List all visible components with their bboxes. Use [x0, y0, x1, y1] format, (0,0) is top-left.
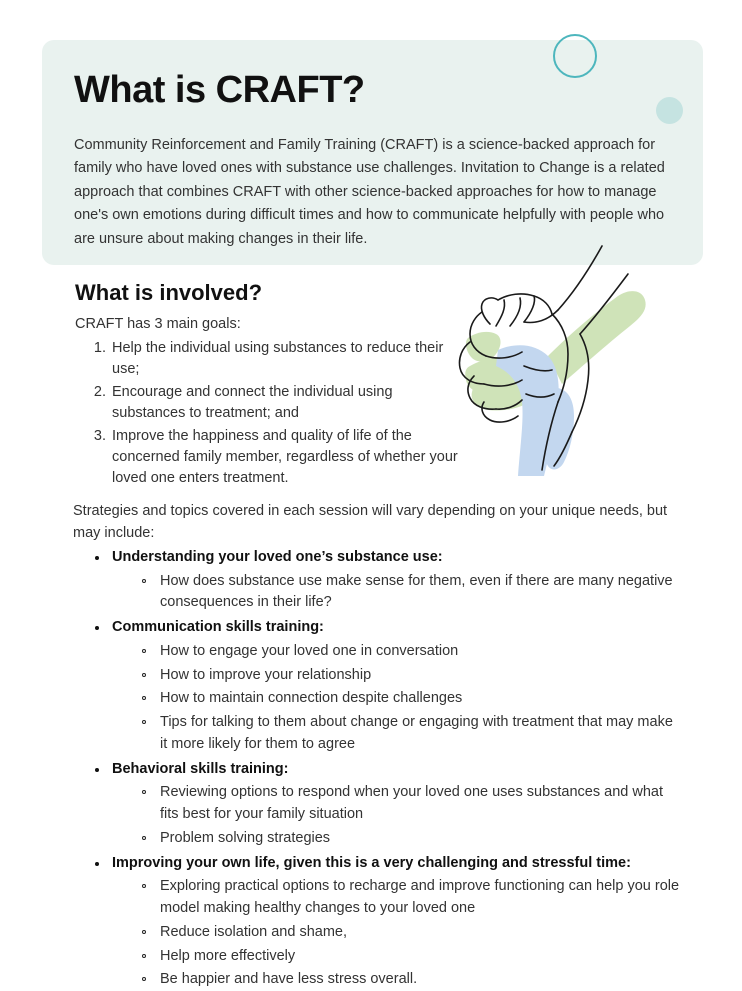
- decorative-ring-outline: [553, 34, 597, 78]
- subtopics-list: [112, 571, 682, 615]
- subtopic-item: How to improve your relationship: [140, 665, 682, 687]
- goal-item: 1. Help the individual using substances to reduce their use;: [110, 338, 460, 381]
- topic-group: [92, 547, 682, 614]
- section-heading-involved: What is involved?: [75, 280, 263, 305]
- topic-label: Behavioral skills training:: [112, 760, 289, 777]
- goals-lead-line: CRAFT has 3 main goals:: [75, 316, 241, 332]
- subtopic-item: Reduce isolation and shame,: [140, 922, 682, 944]
- subtopics-list: [112, 876, 682, 991]
- subtopics-list: [112, 641, 682, 756]
- goals-list: [70, 338, 460, 490]
- subtopic-item: Be happier and have less stress overall.: [140, 969, 682, 991]
- header-panel: [42, 40, 703, 265]
- topic-group: [92, 759, 682, 850]
- decorative-dot: [656, 97, 683, 124]
- topic-label: Understanding your loved one’s substance use:: [112, 548, 443, 565]
- subtopic-item: Help more effectively: [140, 946, 682, 968]
- intro-paragraph: Community Reinforcement and Family Training (CRAFT) is a science-backed approach for family who have loved ones with substance use challenges. Invitation to Change is a related approach that combines CRAFT with other science-backed approaches for how to manage one's own emotions during difficult times and how to communicate helpfully with people who are unsure about making changes in their life.: [74, 136, 665, 247]
- subtopic-item: How to engage your loved one in conversation: [140, 641, 682, 663]
- subtopic-item: Problem solving strategies: [140, 828, 682, 850]
- subtopics-list: [112, 782, 682, 849]
- strategies-intro: Strategies and topics covered in each session will vary depending on your unique needs, but may include:: [73, 502, 668, 541]
- topics-list: [70, 547, 682, 991]
- subtopic-item: Exploring practical options to recharge and improve functioning can help you role model making healthy changes to your loved one: [140, 876, 682, 920]
- page-title: What is CRAFT?: [74, 69, 365, 111]
- main-content: [70, 280, 682, 991]
- topic-label: Communication skills training:: [112, 619, 324, 636]
- subtopic-item: Tips for talking to them about change or engaging with treatment that may make it more likely for them to agree: [140, 712, 682, 756]
- goal-item: 3. Improve the happiness and quality of life of the concerned family member, regardless of whether your loved one enters treatment.: [110, 426, 460, 490]
- goal-item: 2. Encourage and connect the individual using substances to treatment; and: [110, 382, 460, 425]
- subtopic-item: Reviewing options to respond when your loved one uses substances and what fits best for your family situation: [140, 782, 682, 826]
- subtopic-item: How does substance use make sense for them, even if there are many negative consequences in their life?: [140, 571, 682, 615]
- topic-label: Improving your own life, given this is a very challenging and stressful time:: [112, 854, 631, 871]
- topic-group: [92, 853, 682, 991]
- subtopic-item: How to maintain connection despite challenges: [140, 688, 682, 710]
- topic-group: [92, 617, 682, 756]
